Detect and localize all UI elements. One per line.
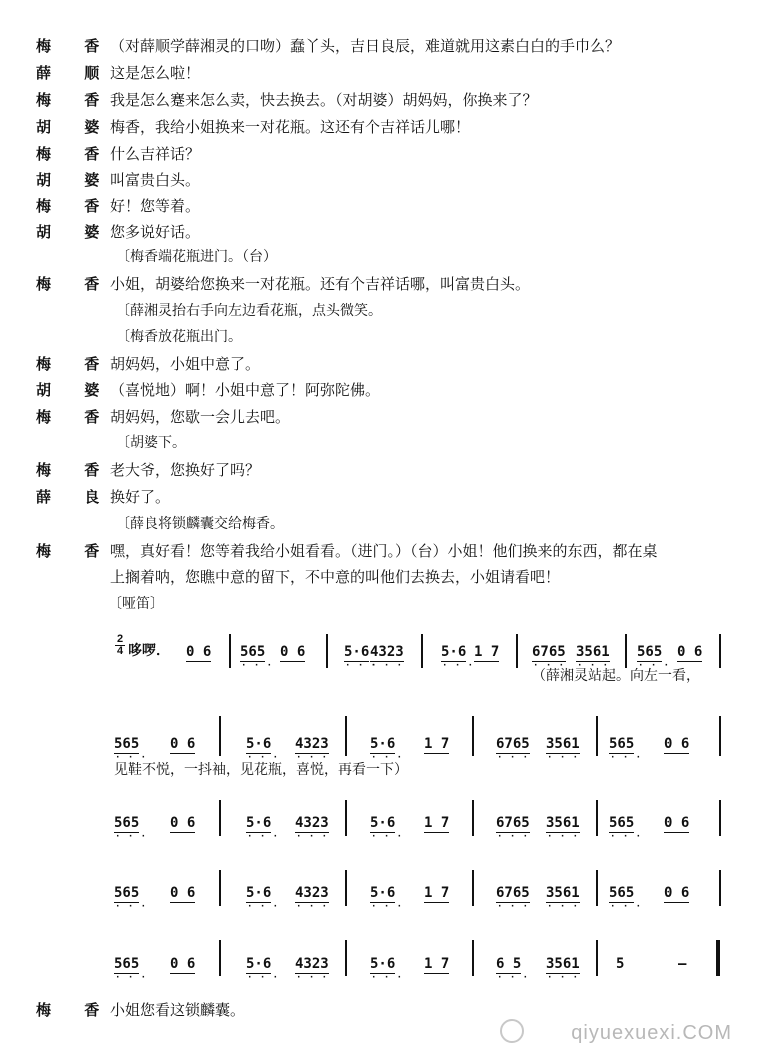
score-note: 0 6 bbox=[170, 815, 196, 831]
score-note: 5·6 · · · bbox=[370, 955, 395, 974]
score-note: 0 6 bbox=[170, 736, 196, 752]
score-note: 5 bbox=[616, 956, 625, 972]
score-note: – bbox=[678, 956, 687, 972]
bar-line bbox=[345, 870, 347, 906]
score-note: 4323 · · · bbox=[370, 643, 404, 662]
dialogue-text: 嘿，真好看！您等着我给小姐看看。（进门。）（台）小姐！他们换来的东西，都在桌 bbox=[110, 542, 658, 560]
dialogue-text: 您多说好话。 bbox=[110, 223, 201, 241]
bar-line bbox=[596, 716, 598, 756]
dialogue-text: 小姐您看这锁麟囊。 bbox=[110, 1001, 246, 1019]
score-note: 0 6 bbox=[186, 644, 212, 660]
time-signature-top: 2 bbox=[116, 633, 124, 645]
score-note: 5·6 · · · bbox=[370, 884, 395, 903]
score-note: 3561 · · · bbox=[576, 643, 610, 662]
score-note: 565 · · · bbox=[114, 884, 139, 903]
dialogue-text: 换好了。 bbox=[110, 488, 171, 506]
score-note: 565 · · · bbox=[114, 735, 139, 754]
dialogue-text: 胡妈妈，小姐中意了。 bbox=[110, 355, 261, 373]
bar-line bbox=[472, 800, 474, 836]
dialogue-text: （对薛顺学薛湘灵的口吻）蠢丫头，吉日良辰，难道就用这素白白的手巾么？ bbox=[110, 37, 621, 55]
time-signature bbox=[114, 634, 126, 657]
score-note: 3561 · · · bbox=[546, 884, 580, 903]
score-note: 5·6 · · · bbox=[246, 955, 271, 974]
score-note: 5·6 · · · bbox=[441, 643, 466, 662]
bar-line bbox=[421, 634, 423, 668]
bar-line bbox=[345, 716, 347, 756]
speaker-name: 梅 香 bbox=[36, 542, 114, 560]
bar-line bbox=[719, 800, 721, 836]
bar-line bbox=[596, 940, 598, 976]
score-note: 4323 · · · bbox=[295, 735, 329, 754]
score-note: 0 6 bbox=[664, 736, 690, 752]
time-signature-bottom: 4 bbox=[116, 645, 124, 657]
score-note: 5·6 · · · bbox=[370, 735, 395, 754]
score-note: 0 6 bbox=[170, 956, 196, 972]
score-note: 5·6 · · · bbox=[370, 814, 395, 833]
dialogue-text: 叫富贵白头。 bbox=[110, 171, 201, 189]
score-note: 0 6 bbox=[170, 885, 196, 901]
score-note: 6765 · · · bbox=[496, 884, 530, 903]
score-stage-direction: （薛湘灵站起。向左一看， bbox=[532, 668, 700, 684]
bar-line bbox=[472, 716, 474, 756]
bar-line bbox=[345, 940, 347, 976]
speaker-name: 梅 香 bbox=[36, 461, 114, 479]
score-note: 5·6 · · · bbox=[344, 643, 369, 662]
bar-line bbox=[219, 800, 221, 836]
stage-direction-text: 〔梅香端花瓶进门。（台） bbox=[116, 249, 277, 265]
bar-line bbox=[596, 870, 598, 906]
bar-line bbox=[596, 800, 598, 836]
stage-direction-text: 〔薛湘灵抬右手向左边看花瓶，点头微笑。 bbox=[116, 303, 382, 319]
score-note: 3561 · · · bbox=[546, 735, 580, 754]
speaker-name: 胡 婆 bbox=[36, 381, 114, 399]
bar-line bbox=[472, 940, 474, 976]
score-note: 565 · · · bbox=[609, 735, 634, 754]
score-note: 4323 · · · bbox=[295, 884, 329, 903]
stage-direction-text: 〔梅香放花瓶出门。 bbox=[116, 329, 242, 345]
watermark-text: qiyuexuexi.COM bbox=[571, 1022, 732, 1044]
bar-line bbox=[516, 634, 518, 668]
score-note: 0 6 bbox=[664, 885, 690, 901]
dialogue-text: 这是怎么啦！ bbox=[110, 64, 201, 82]
bar-line bbox=[219, 940, 221, 976]
score-note: 5·6 · · · bbox=[246, 735, 271, 754]
speaker-name: 梅 香 bbox=[36, 275, 114, 293]
speaker-name: 梅 香 bbox=[36, 408, 114, 426]
dialogue-text: 小姐，胡婆给您换来一对花瓶。还有个吉祥话哪，叫富贵白头。 bbox=[110, 275, 531, 293]
score-intro: 哆啰． bbox=[128, 643, 170, 659]
speaker-name: 梅 香 bbox=[36, 37, 114, 55]
dialogue-text: 梅香，我给小姐换来一对花瓶。这还有个吉祥话儿哪！ bbox=[110, 118, 471, 136]
bar-line bbox=[472, 870, 474, 906]
score-note: 1 7 bbox=[474, 644, 500, 660]
speaker-name: 胡 婆 bbox=[36, 118, 114, 136]
bar-line bbox=[229, 634, 231, 668]
score-note: 1 7 bbox=[424, 956, 450, 972]
speaker-name: 梅 香 bbox=[36, 145, 114, 163]
stage-direction-text: 〔哑笛〕 bbox=[108, 596, 164, 612]
bar-line bbox=[326, 634, 328, 668]
score-note: 0 6 bbox=[664, 815, 690, 831]
bar-line bbox=[719, 634, 721, 668]
score-note: 3561 · · · bbox=[546, 814, 580, 833]
score-note: 6765 · · · bbox=[496, 814, 530, 833]
score-note: 1 7 bbox=[424, 885, 450, 901]
bar-line bbox=[625, 634, 627, 668]
score-note: 565 · · · bbox=[240, 643, 265, 662]
bar-line bbox=[719, 716, 721, 756]
score-note: 565 · · · bbox=[609, 814, 634, 833]
bar-line bbox=[719, 870, 721, 906]
score-note: 1 7 bbox=[424, 736, 450, 752]
dialogue-text: 胡妈妈，您歇一会儿去吧。 bbox=[110, 408, 291, 426]
stage-direction-text: 〔薛良将锁麟囊交给梅香。 bbox=[116, 516, 284, 532]
score-note: 4323 · · · bbox=[295, 814, 329, 833]
score-note: 6765 · · · bbox=[532, 643, 566, 662]
score-note: 1 7 bbox=[424, 815, 450, 831]
speaker-name: 梅 香 bbox=[36, 1001, 114, 1019]
score-note: 4323 · · · bbox=[295, 955, 329, 974]
speaker-name: 薛 良 bbox=[36, 488, 114, 506]
score-note: 565 · · · bbox=[609, 884, 634, 903]
score-stage-direction: 见鞋不悦，一抖袖，见花瓶，喜悦，再看一下） bbox=[114, 762, 408, 778]
bar-line bbox=[219, 870, 221, 906]
dialogue-text: 我是怎么蹇来怎么卖，快去换去。（对胡婆）胡妈妈，你换来了？ bbox=[110, 91, 538, 109]
score-note: 5·6 · · · bbox=[246, 814, 271, 833]
stage-direction-text: 〔胡婆下。 bbox=[116, 435, 186, 451]
score-note: 3561 · · · bbox=[546, 955, 580, 974]
speaker-name: 薛 顺 bbox=[36, 64, 114, 82]
speaker-name: 胡 婆 bbox=[36, 171, 114, 189]
score-note: 6 5 · · · bbox=[496, 955, 521, 974]
bar-line bbox=[219, 716, 221, 756]
speaker-name: 梅 香 bbox=[36, 197, 114, 215]
score-note: 5·6 · · · bbox=[246, 884, 271, 903]
watermark-logo-icon bbox=[500, 1019, 524, 1043]
bar-line bbox=[345, 800, 347, 836]
dialogue-text: （喜悦地）啊！小姐中意了！阿弥陀佛。 bbox=[110, 381, 381, 399]
score-note: 0 6 bbox=[280, 644, 306, 660]
score-note: 0 6 bbox=[677, 644, 703, 660]
speaker-name: 梅 香 bbox=[36, 91, 114, 109]
score-note: 565 · · · bbox=[637, 643, 662, 662]
speaker-name: 梅 香 bbox=[36, 355, 114, 373]
dialogue-text: 什么吉祥话？ bbox=[110, 145, 201, 163]
final-bar-line bbox=[716, 940, 720, 976]
dialogue-text: 老大爷，您换好了吗？ bbox=[110, 461, 261, 479]
score-note: 565 · · · bbox=[114, 814, 139, 833]
speaker-name: 胡 婆 bbox=[36, 223, 114, 241]
dialogue-text: 上搁着呐，您瞧中意的留下，不中意的叫他们去换去，小姐请看吧！ bbox=[110, 568, 561, 586]
dialogue-text: 好！您等着。 bbox=[110, 197, 201, 215]
score-note: 6765 · · · bbox=[496, 735, 530, 754]
score-note: 565 · · · bbox=[114, 955, 139, 974]
